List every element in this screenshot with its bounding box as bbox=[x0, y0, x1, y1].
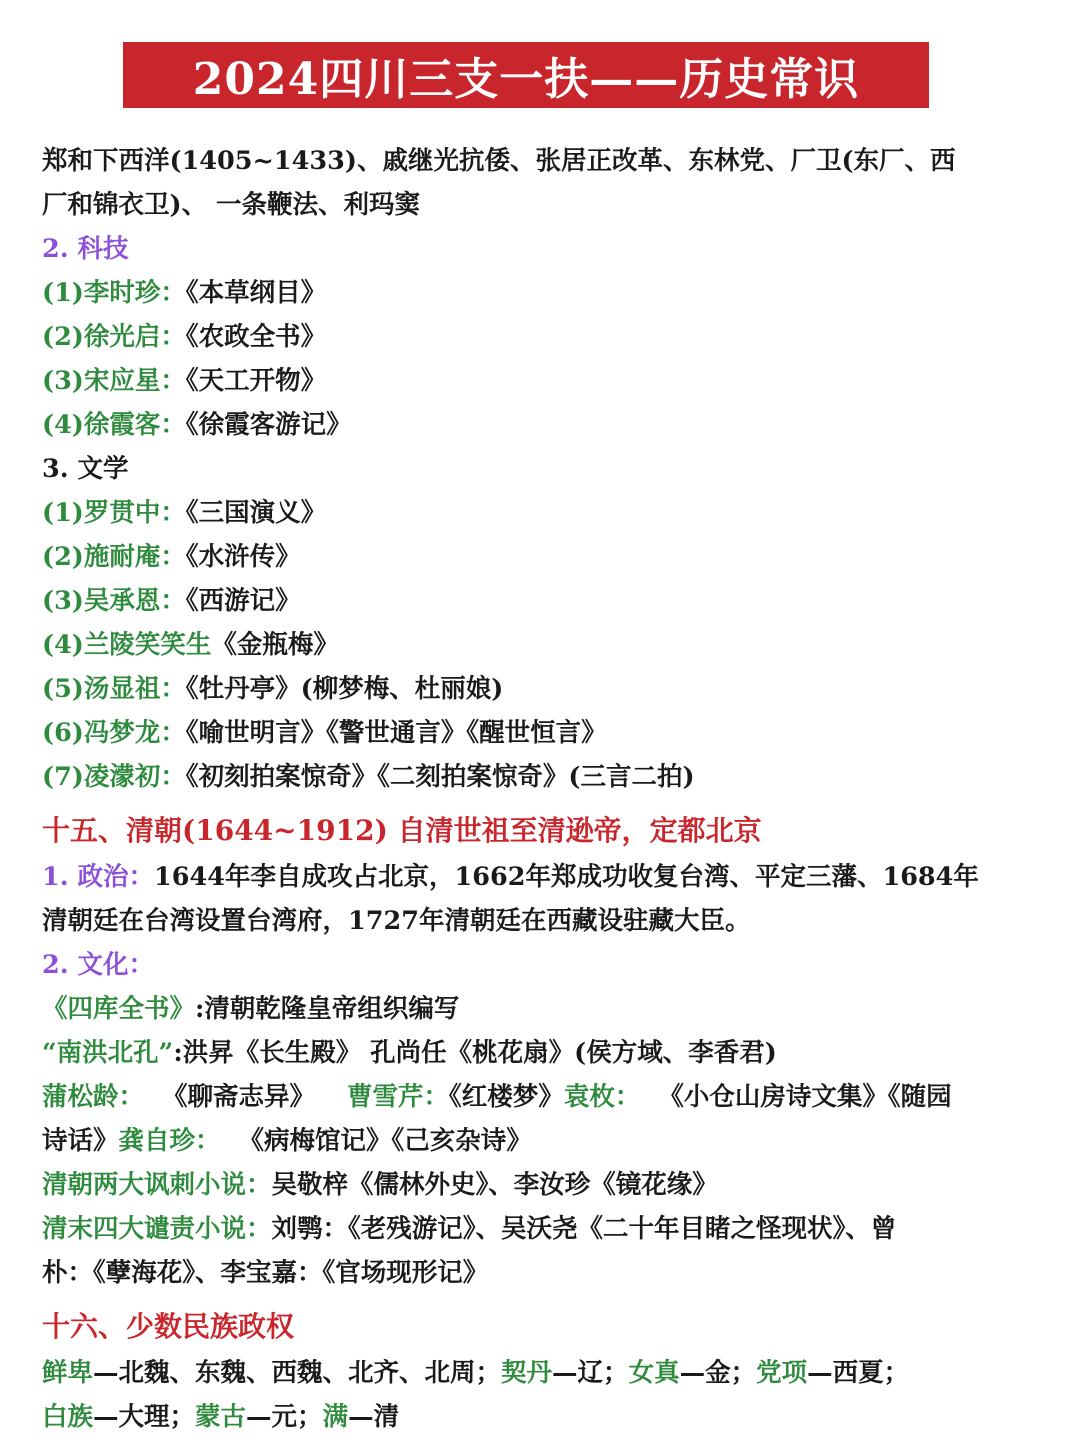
author-label: (1)罗贯中： bbox=[42, 498, 186, 528]
author-label: (4)徐霞客： bbox=[42, 410, 186, 440]
regime-text: —北魏、东魏、西魏、北齐、北周； bbox=[93, 1358, 502, 1388]
qing-heading: 十五、清朝(1644~1912) 自清世祖至清逊帝，定都北京 bbox=[42, 814, 762, 847]
hongkong-line bbox=[42, 1036, 777, 1070]
ming-intro-line2: 厂和锦衣卫)、 一条鞭法、利玛窦 bbox=[42, 190, 420, 220]
minority-heading: 十六、少数民族政权 bbox=[42, 1310, 295, 1343]
satire-label: 清朝两大讽刺小说： bbox=[42, 1170, 272, 1200]
ethnic-label: 白族 bbox=[42, 1402, 94, 1432]
authors-line2 bbox=[42, 1124, 532, 1158]
politics-label: 1. 政治： bbox=[42, 862, 154, 892]
siku-label: 《四库全书》 bbox=[42, 994, 196, 1024]
minority-line2 bbox=[42, 1400, 399, 1434]
politics-text: 1644年李自成攻占北京，1662年郑成功收复台湾、平定三藩、1684年 bbox=[154, 862, 979, 892]
list-item bbox=[42, 496, 326, 530]
yuan-work-cont: 诗话》 bbox=[42, 1126, 119, 1156]
siku-line bbox=[42, 992, 459, 1026]
authors-line1 bbox=[42, 1080, 952, 1114]
ethnic-label: 满 bbox=[322, 1402, 349, 1432]
condemn-line2: 朴：《孽海花》、李宝嘉：《官场现形记》 bbox=[42, 1258, 489, 1288]
gong-work: 《病梅馆记》《己亥杂诗》 bbox=[238, 1126, 532, 1156]
pu-work: 《聊斋志异》 bbox=[162, 1082, 316, 1112]
work-title: 《金瓶梅》 bbox=[211, 630, 339, 660]
regime-text: —西夏； bbox=[807, 1358, 910, 1388]
condemn-text: 刘鹗：《老残游记》、吴沃尧《二十年目睹之怪现状》、曾 bbox=[271, 1214, 897, 1244]
literature-heading: 3. 文学 bbox=[42, 454, 129, 484]
hongkong-label: “南洪北孔” bbox=[42, 1038, 174, 1068]
siku-text: :清朝乾隆皇帝组织编写 bbox=[195, 994, 460, 1024]
list-item bbox=[42, 760, 695, 794]
regime-text: —清 bbox=[348, 1402, 400, 1432]
work-title: 《农政全书》 bbox=[185, 322, 327, 352]
work-title: 《水浒传》 bbox=[185, 542, 301, 572]
yuan-label: 袁枚： bbox=[563, 1082, 641, 1112]
work-title: 《天工开物》 bbox=[185, 366, 327, 396]
author-label: (4)兰陵笑笑生 bbox=[42, 630, 212, 660]
list-item bbox=[42, 584, 301, 618]
ethnic-label: 鲜卑 bbox=[42, 1358, 94, 1388]
hongkong-text: :洪昇《长生殿》 孔尚任《桃花扇》(侯方域、李香君) bbox=[173, 1038, 777, 1068]
regime-text: —辽； bbox=[552, 1358, 629, 1388]
satire-text: 吴敬梓《儒林外史》、李汝珍《镜花缘》 bbox=[271, 1170, 718, 1200]
author-label: (3)宋应星： bbox=[42, 366, 186, 396]
culture-heading: 2. 文化： bbox=[42, 950, 154, 980]
regime-text: —元； bbox=[246, 1402, 323, 1432]
gong-label: 龚自珍： bbox=[118, 1126, 221, 1156]
page-title: 2024四川三支一扶——历史常识 bbox=[123, 42, 929, 108]
work-title: 《初刻拍案惊奇》《二刻拍案惊奇》(三言二拍) bbox=[185, 762, 695, 792]
satire-line bbox=[42, 1168, 718, 1202]
qing-politics-line2: 清朝廷在台湾设置台湾府，1727年清朝廷在西藏设驻藏大臣。 bbox=[42, 906, 751, 936]
list-item bbox=[42, 408, 352, 442]
list-item bbox=[42, 672, 503, 706]
cao-label: 曹雪芹： bbox=[347, 1082, 450, 1112]
author-label: (2)徐光启： bbox=[42, 322, 186, 352]
list-item bbox=[42, 320, 326, 354]
regime-text: —大理； bbox=[93, 1402, 196, 1432]
work-title: 《本草纲目》 bbox=[185, 278, 327, 308]
work-title: 《牡丹亭》(柳梦梅、杜丽娘) bbox=[185, 674, 504, 704]
minority-line1 bbox=[42, 1356, 909, 1390]
qing-politics-line1 bbox=[42, 860, 979, 894]
ethnic-label: 契丹 bbox=[501, 1358, 553, 1388]
author-label: (3)吴承恩： bbox=[42, 586, 186, 616]
regime-text: —金； bbox=[679, 1358, 757, 1388]
work-title: 《喻世明言》《警世通言》《醒世恒言》 bbox=[185, 718, 607, 748]
list-item bbox=[42, 276, 326, 310]
work-title: 《三国演义》 bbox=[185, 498, 327, 528]
author-label: (2)施耐庵： bbox=[42, 542, 186, 572]
list-item bbox=[42, 364, 326, 398]
pu-label: 蒲松龄： bbox=[42, 1082, 145, 1112]
ming-intro-line1: 郑和下西洋(1405~1433)、戚继光抗倭、张居正改革、东林党、厂卫(东厂、西 bbox=[42, 146, 956, 176]
author-label: (6)冯梦龙： bbox=[42, 718, 186, 748]
author-label: (5)汤显祖： bbox=[42, 674, 186, 704]
ethnic-label: 党项 bbox=[756, 1358, 808, 1388]
ethnic-label: 蒙古 bbox=[195, 1402, 247, 1432]
list-item bbox=[42, 716, 607, 750]
cao-work: 《红楼梦》 bbox=[449, 1082, 564, 1112]
work-title: 《徐霞客游记》 bbox=[185, 410, 352, 440]
author-label: (7)凌濛初： bbox=[42, 762, 186, 792]
work-title: 《西游记》 bbox=[185, 586, 301, 616]
author-label: (1)李时珍： bbox=[42, 278, 186, 308]
condemn-label: 清末四大谴责小说： bbox=[42, 1214, 272, 1244]
ethnic-label: 女真 bbox=[628, 1358, 680, 1388]
yuan-work: 《小仓山房诗文集》《随园 bbox=[658, 1082, 952, 1112]
tech-heading: 2. 科技 bbox=[42, 234, 129, 264]
list-item bbox=[42, 540, 301, 574]
condemn-line1 bbox=[42, 1212, 896, 1246]
list-item bbox=[42, 628, 339, 662]
